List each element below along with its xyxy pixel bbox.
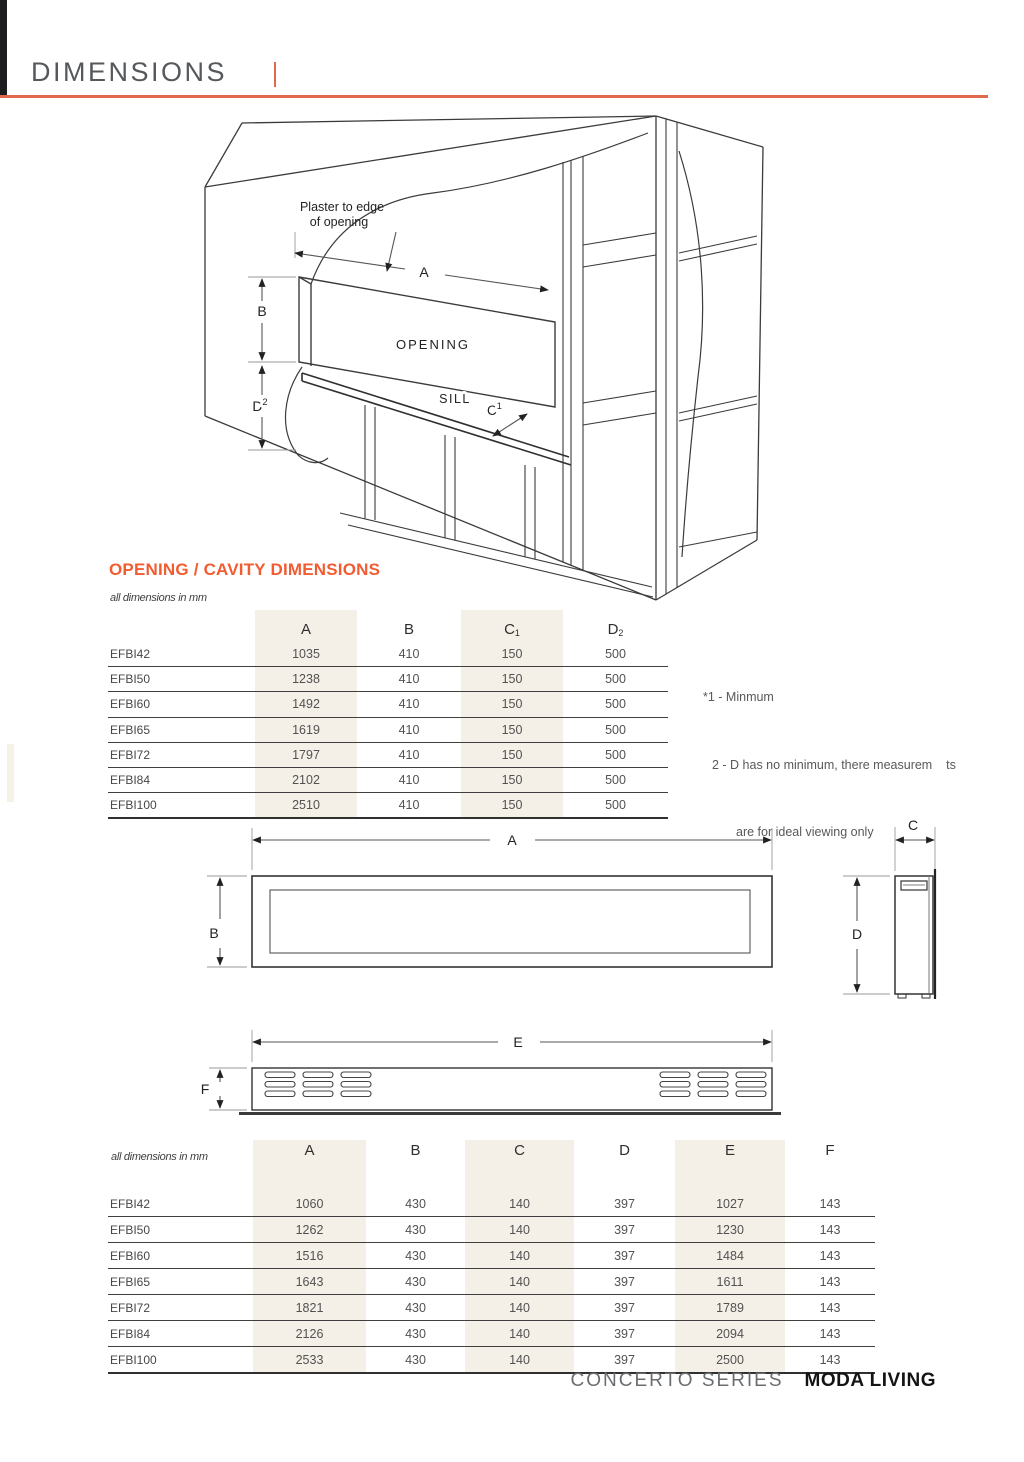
value-cell: 500: [563, 768, 668, 793]
model-cell: EFBI100: [108, 793, 255, 819]
value-cell: 150: [461, 768, 563, 793]
model-cell: EFBI42: [108, 642, 255, 667]
extension-lines: [207, 828, 772, 967]
value-cell: 410: [357, 718, 461, 743]
value-cell: 500: [563, 793, 668, 819]
wall-cavity-diagram: [190, 105, 830, 620]
value-cell: 397: [574, 1295, 675, 1321]
value-cell: 1611: [675, 1269, 785, 1295]
value-cell: 150: [461, 718, 563, 743]
value-cell: 500: [563, 743, 668, 768]
bottom-height-label: F: [200, 1081, 210, 1097]
side-view-drawing: [840, 815, 970, 1010]
dim-b-label: B: [257, 303, 267, 319]
wall-outline: [205, 116, 763, 600]
title-separator: [274, 62, 276, 87]
value-cell: 1484: [675, 1243, 785, 1269]
front-height-label: B: [209, 925, 219, 941]
value-cell: 143: [785, 1295, 875, 1321]
dim-d2-label: $D^2$: [252, 397, 268, 414]
brand-name: MODA LIVING: [804, 1370, 936, 1391]
value-cell: 1035: [255, 642, 357, 667]
footnote: are for ideal viewing only: [736, 825, 874, 839]
series-name: CONCERTO SERIES: [570, 1370, 784, 1391]
value-cell: 1516: [253, 1243, 366, 1269]
value-cell: 143: [785, 1217, 875, 1243]
column-header: B: [403, 621, 414, 638]
value-cell: 150: [461, 642, 563, 667]
dim-a-label: A: [419, 264, 429, 280]
model-cell: EFBI50: [108, 667, 255, 692]
value-cell: 150: [461, 743, 563, 768]
value-cell: 150: [461, 692, 563, 717]
value-cell: 430: [366, 1295, 465, 1321]
value-cell: 1643: [253, 1269, 366, 1295]
value-cell: 1230: [675, 1217, 785, 1243]
value-cell: 2126: [253, 1321, 366, 1347]
base-plate: [239, 1112, 781, 1115]
model-cell: EFBI50: [108, 1217, 253, 1243]
value-cell: 2500: [675, 1347, 785, 1374]
product-dimensions-table: [108, 1140, 875, 1374]
value-cell: 1262: [253, 1217, 366, 1243]
value-cell: 143: [785, 1243, 875, 1269]
column-header: A: [300, 621, 311, 638]
value-cell: 2094: [675, 1321, 785, 1347]
header-spacer: [108, 1140, 253, 1191]
column-header: B: [410, 1142, 421, 1159]
column-header: A: [304, 1142, 315, 1159]
value-cell: 1027: [675, 1191, 785, 1217]
side-height-label: D: [851, 926, 863, 942]
model-cell: EFBI60: [108, 692, 255, 717]
footnote: *1 - Minmum: [703, 690, 774, 704]
side-body: [895, 876, 933, 994]
value-cell: 1238: [255, 667, 357, 692]
value-cell: 143: [785, 1269, 875, 1295]
value-cell: 430: [366, 1217, 465, 1243]
value-cell: 140: [465, 1217, 574, 1243]
value-cell: 397: [574, 1191, 675, 1217]
column-header: F: [825, 1142, 835, 1159]
value-cell: 140: [465, 1269, 574, 1295]
value-cell: 410: [357, 793, 461, 819]
value-cell: 500: [563, 692, 668, 717]
value-cell: 150: [461, 667, 563, 692]
front-inner-frame: [270, 890, 750, 953]
front-width-label: A: [507, 832, 517, 848]
header-spacer: [108, 610, 255, 642]
dim-c1-label: $C^1$: [487, 401, 502, 418]
plaster-note-line1: Plaster to edge: [299, 200, 385, 214]
value-cell: 2510: [255, 793, 357, 819]
model-cell: EFBI42: [108, 1191, 253, 1217]
bottom-width-label: E: [513, 1034, 523, 1050]
column-header: C 1: [504, 621, 520, 638]
torn-plaster-edges: [286, 133, 703, 557]
side-depth-label: C: [907, 817, 919, 833]
opening-dimensions-table: [108, 610, 668, 819]
plaster-note-line2: of opening: [309, 215, 369, 229]
value-cell: 140: [465, 1243, 574, 1269]
model-cell: EFBI72: [108, 743, 255, 768]
sill-label: SILL: [439, 392, 471, 406]
wall-studs: [340, 119, 757, 597]
value-cell: 143: [785, 1321, 875, 1347]
model-cell: EFBI65: [108, 1269, 253, 1295]
value-cell: 397: [574, 1321, 675, 1347]
title-rule: [0, 95, 988, 98]
value-cell: 143: [785, 1347, 875, 1374]
value-cell: 410: [357, 743, 461, 768]
value-cell: 1821: [253, 1295, 366, 1321]
bottom-view-drawing: [195, 1022, 815, 1127]
value-cell: 410: [357, 768, 461, 793]
value-cell: 500: [563, 718, 668, 743]
value-cell: 397: [574, 1269, 675, 1295]
value-cell: 410: [357, 642, 461, 667]
value-cell: 500: [563, 642, 668, 667]
column-header: C: [514, 1142, 525, 1159]
value-cell: 140: [465, 1321, 574, 1347]
value-cell: 397: [574, 1347, 675, 1374]
page-corner-bar: [0, 0, 7, 96]
value-cell: 397: [574, 1243, 675, 1269]
value-cell: 2102: [255, 768, 357, 793]
value-cell: 1492: [255, 692, 357, 717]
page-edge-artifact: [7, 744, 14, 802]
opening-label: OPENING: [396, 337, 470, 352]
value-cell: 397: [574, 1217, 675, 1243]
model-cell: EFBI100: [108, 1347, 253, 1374]
model-cell: EFBI84: [108, 1321, 253, 1347]
value-cell: 140: [465, 1347, 574, 1374]
value-cell: 1619: [255, 718, 357, 743]
value-cell: 430: [366, 1347, 465, 1374]
front-view-drawing: [195, 818, 795, 983]
model-cell: EFBI60: [108, 1243, 253, 1269]
value-cell: 1060: [253, 1191, 366, 1217]
value-cell: 430: [366, 1321, 465, 1347]
value-cell: 140: [465, 1295, 574, 1321]
extension-lines: [248, 232, 296, 450]
value-cell: 410: [357, 667, 461, 692]
model-cell: EFBI84: [108, 768, 255, 793]
value-cell: 1789: [675, 1295, 785, 1321]
model-cell: EFBI72: [108, 1295, 253, 1321]
page-footer: [571, 1370, 936, 1392]
bottom-body: [252, 1068, 772, 1110]
value-cell: 140: [465, 1191, 574, 1217]
footnote: 2 - D has no minimum, there measurem ts: [712, 757, 956, 772]
value-cell: 430: [366, 1191, 465, 1217]
column-header: D: [619, 1142, 630, 1159]
value-cell: 410: [357, 692, 461, 717]
value-cell: 430: [366, 1243, 465, 1269]
value-cell: 150: [461, 793, 563, 819]
opening-table-units-note: all dimensions in mm: [110, 592, 207, 604]
value-cell: 2533: [253, 1347, 366, 1374]
column-header: E: [724, 1142, 735, 1159]
opening-table-heading: OPENING / CAVITY DIMENSIONS: [109, 560, 381, 579]
value-cell: 143: [785, 1191, 875, 1217]
page-title: DIMENSIONS: [31, 57, 228, 87]
product-table-units-note: all dimensions in mm: [111, 1151, 208, 1163]
dimension-lines: [220, 840, 771, 965]
model-cell: EFBI65: [108, 718, 255, 743]
value-cell: 500: [563, 667, 668, 692]
value-cell: 1797: [255, 743, 357, 768]
value-cell: 430: [366, 1269, 465, 1295]
column-header: D 2: [607, 621, 624, 638]
